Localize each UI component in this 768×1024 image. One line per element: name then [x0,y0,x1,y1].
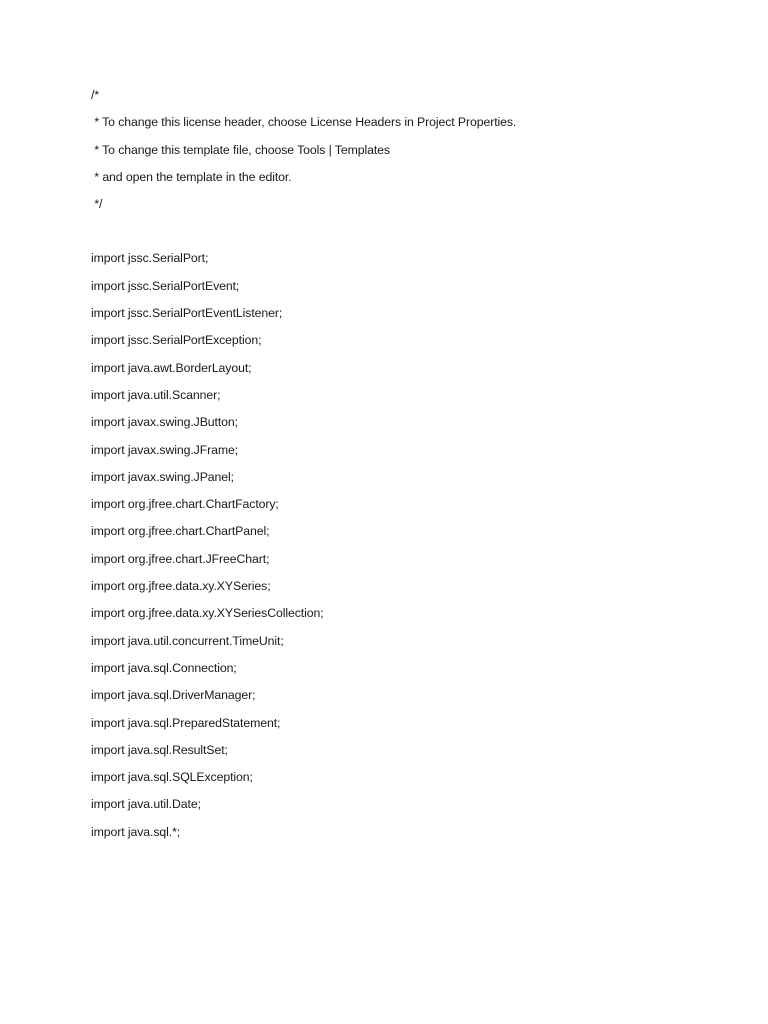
import-line: import org.jfree.data.xy.XYSeriesCollection; [91,606,324,621]
import-line: import java.util.Scanner; [91,387,221,402]
comment-line: * To change this license header, choose License Headers in Project Properties. [91,115,517,130]
import-line: import javax.swing.JFrame; [91,442,239,457]
import-line: import java.util.Date; [91,797,201,812]
import-line: import jssc.SerialPortEventListener; [91,306,283,321]
code-block [91,85,711,849]
comment-line: * and open the template in the editor. [91,169,292,184]
import-line: import java.awt.BorderLayout; [91,360,252,375]
import-line: import java.sql.PreparedStatement; [91,715,281,730]
import-line: import org.jfree.data.xy.XYSeries; [91,579,271,594]
import-line: import jssc.SerialPort; [91,251,209,266]
import-line: import java.sql.Connection; [91,660,237,675]
import-line: import javax.swing.JPanel; [91,469,234,484]
import-line: import java.sql.ResultSet; [91,742,228,757]
import-line: import java.sql.DriverManager; [91,688,256,703]
import-line: import java.sql.*; [91,824,181,839]
import-line: import java.util.concurrent.TimeUnit; [91,633,284,648]
import-line: import org.jfree.chart.ChartFactory; [91,497,279,512]
import-line: import jssc.SerialPortException; [91,333,262,348]
import-line: import org.jfree.chart.JFreeChart; [91,551,270,566]
comment-line: * To change this template file, choose Tools | Templates [91,142,390,157]
import-line: import javax.swing.JButton; [91,415,238,430]
import-line: import org.jfree.chart.ChartPanel; [91,524,270,539]
import-line: import java.sql.SQLException; [91,770,253,785]
comment-line: */ [91,197,103,212]
comment-line: /* [91,88,100,102]
blank-line [91,221,711,248]
import-line: import jssc.SerialPortEvent; [91,278,240,293]
